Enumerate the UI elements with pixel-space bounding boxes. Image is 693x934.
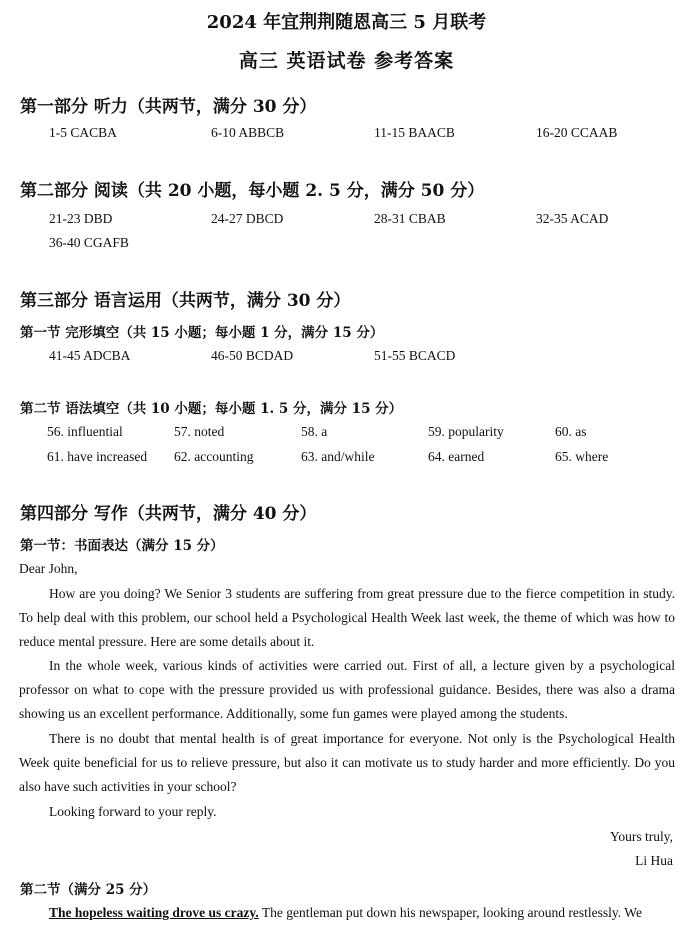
part4-sec2-heading: 第二节（满分 25 分） — [20, 882, 157, 898]
answer-item: 46-50 BCDAD — [211, 348, 294, 363]
part1-heading: 第一部分 听力（共两节，满分 30 分） — [20, 97, 317, 117]
answer-item: 51-55 BCACD — [374, 348, 456, 363]
answer-item: 65. where — [555, 449, 609, 464]
answer-item: 11-15 BAACB — [374, 125, 455, 140]
answer-item: 61. have increased — [47, 449, 148, 464]
answer-item: 57. noted — [174, 424, 225, 439]
part4-sec1-heading: 第一节：书面表达（满分 15 分） — [20, 538, 224, 554]
answer-item: 6-10 ABBCB — [211, 125, 285, 140]
part2-heading: 第二部分 阅读（共 20 小题，每小题 2. 5 分，满分 50 分） — [20, 181, 485, 201]
part3-sec2-heading: 第二节 语法填空（共 10 小题；每小题 1. 5 分，满分 15 分） — [20, 401, 403, 417]
part3-sec1-heading: 第一节 完形填空（共 15 小题；每小题 1 分，满分 15 分） — [20, 325, 384, 341]
letter-paragraph: How are you doing? We Senior 3 students are suffering from great pressure due to the fierce competition in study. To help deal with this problem, our school held a Psychological Health Week last week, the theme of which was how to reduce mental pressure. Here are some details about it. — [19, 586, 675, 649]
underlined-opening-sentence: The hopeless waiting drove us crazy. — [49, 905, 259, 920]
answer-item: 63. and/while — [301, 449, 375, 464]
answer-item: 21-23 DBD — [49, 211, 113, 226]
letter-paragraph: There is no doubt that mental health is of great importance for everyone. Not only is the Psychological Health Week quite beneficial for us to relieve pressure, but also it can motivate us to study harder and more efficiently. Do you also have such activities in your school? — [19, 731, 675, 794]
answer-item: 24-27 DBCD — [211, 211, 284, 226]
part3-heading: 第三部分 语言运用（共两节，满分 30 分） — [20, 291, 351, 311]
letter-sign-off: Yours truly, — [609, 829, 673, 844]
page-subtitle: 高三 英语试卷 参考答案 — [238, 50, 455, 72]
answer-item: 36-40 CGAFB — [49, 235, 129, 250]
answer-item: 60. as — [555, 424, 587, 439]
letter-greeting: Dear John, — [19, 561, 78, 576]
answer-item: 58. a — [301, 424, 328, 439]
letter-signature: Li Hua — [635, 853, 673, 868]
continuation-line — [49, 905, 642, 921]
letter-paragraph: In the whole week, various kinds of activities were carried out. First of all, a lecture given by a psychological professor on what to cope with the pressure provided us with professional guidance. Besides, there was also a drama showing us an excellent performance. Additionally, some fun games were played among the students. — [19, 658, 675, 721]
answer-item: 28-31 CBAB — [374, 211, 446, 226]
answer-item: 16-20 CCAAB — [536, 125, 618, 140]
part4-heading: 第四部分 写作（共两节，满分 40 分） — [20, 504, 317, 524]
answer-item: 1-5 CACBA — [49, 125, 117, 140]
continuation-text: The gentleman put down his newspaper, looking around restlessly. We — [258, 905, 642, 920]
answer-item: 56. influential — [47, 424, 123, 439]
letter-closing: Looking forward to your reply. — [49, 804, 217, 819]
answer-item: 62. accounting — [174, 449, 254, 464]
answer-item: 59. popularity — [428, 424, 504, 439]
answer-item: 41-45 ADCBA — [49, 348, 131, 363]
answer-item: 64. earned — [428, 449, 485, 464]
page-title: 2024 年宜荆荆随恩高三 5 月联考 — [206, 12, 487, 33]
answer-item: 32-35 ACAD — [536, 211, 609, 226]
